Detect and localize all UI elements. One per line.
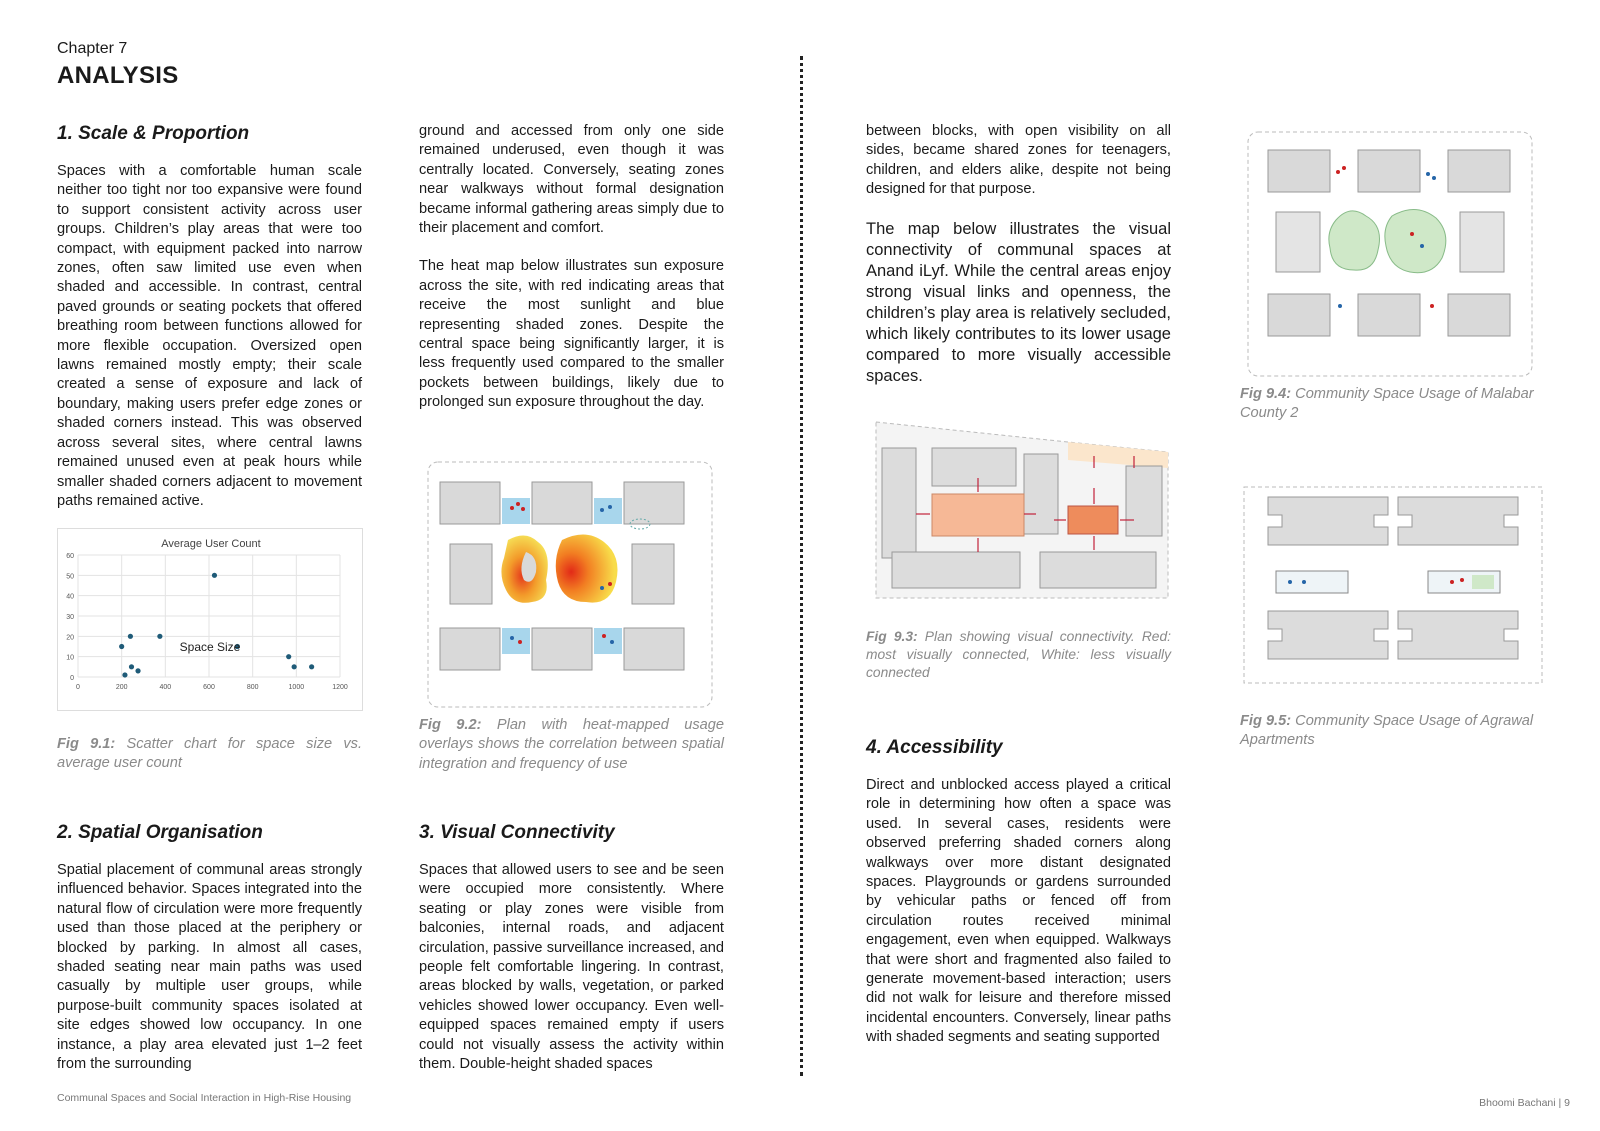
scatter-point — [157, 634, 162, 639]
scatter-point — [119, 644, 124, 649]
scatter-point — [128, 634, 133, 639]
fig-caption: Scatter chart for space size vs. average user count — [57, 736, 362, 772]
footer-title: Communal Spaces and Social Interaction in High-Rise Housing — [57, 1092, 352, 1104]
section-text: Spatial placement of communal areas strongly influenced behavior. Spaces integrated into the natural flow of circulation were more frequently used than those placed at the periphery or blocked by parking. In almost all cases, shaded seating near main paths was used casually by multiple user groups, while purpose-built community spaces isolated at site edges showed low occupancy. In one instance, a play area elevated just 1–2 feet from the surrounding — [57, 862, 362, 1073]
fig-caption: Community Space Usage of Malabar County 2 — [1240, 386, 1534, 422]
figure-caption-9-1 — [57, 735, 362, 774]
y-tick-label: 40 — [66, 593, 74, 601]
section-heading: 2. Spatial Organisation — [57, 822, 263, 843]
section-spatial-organisation — [57, 821, 362, 1074]
section-text: Spaces with a comfortable human scale neither too tight nor too expansive were found to support consistent activity across user groups. Children’s play areas that were too compact, with equipment packed into narrow zones, often saw limited use even when shaded and accessible. In contrast, central paved grounds or seating pockets that offered breathing room between functions allowed for more flexible occupation. Oversized open lawns remained mostly empty; their scale created a sense of exposure and lack of boundary, making users prefer edge zones or shaded corners instead. This was observed across several sites, where central lawns remained unused even at peak hours while smaller shaded corners adjacent to movement paths remained active. — [57, 163, 362, 509]
x-tick-label: 800 — [246, 684, 259, 691]
fig-label: Fig 9.2: — [419, 717, 482, 733]
fig-caption: Plan with heat-mapped usage overlays shows the correlation between spatial integration and frequency of use — [419, 717, 724, 772]
scatter-point — [135, 668, 140, 673]
section-visual-connectivity — [419, 821, 724, 1074]
section-accessibility — [866, 736, 1171, 1048]
section-heading: 3. Visual Connectivity — [419, 822, 615, 843]
y-tick-label: 50 — [66, 573, 74, 581]
chart-title: Average User Count — [161, 538, 261, 550]
x-tick-label: 600 — [203, 684, 215, 691]
figure-caption-9-5 — [1240, 712, 1550, 751]
fig-caption: Community Space Usage of Agrawal Apartments — [1240, 713, 1534, 749]
section-scale-proportion — [57, 122, 362, 511]
paragraph: The map below illustrates the visual connectivity of communal spaces at Anand iLyf. While the central areas enjoy strong visual links and openness, the children’s play area is relatively secluded, which likely contributes to its lower usage compared to more visually accessible spaces. — [866, 219, 1171, 385]
page-divider — [800, 56, 803, 1076]
figure-caption-9-3 — [866, 628, 1171, 682]
y-tick-label: 0 — [70, 675, 74, 682]
chapter-title: ANALYSIS — [57, 62, 179, 89]
x-tick-label: 1200 — [332, 684, 348, 691]
scatter-point — [122, 672, 127, 677]
chapter-label: Chapter 7 — [57, 40, 128, 57]
scatter-point — [286, 654, 291, 659]
paragraph: The heat map below illustrates sun exposure across the site, with red indicating areas that receive the most sunlight and blue representing shaded zones. Despite the central space being significantly larger, it is less frequently used compared to the smaller pockets between buildings, likely due to prolonged sun exposure throughout the day. — [419, 258, 724, 411]
fig-label: Fig 9.4: — [1240, 386, 1292, 402]
x-tick-label: 400 — [159, 684, 172, 691]
malabar-county-plan — [1246, 130, 1536, 380]
figure-caption-9-2 — [419, 716, 724, 774]
x-tick-label: 1000 — [288, 684, 305, 691]
agrawal-apartments-plan — [1242, 485, 1544, 685]
visual-connectivity-plan — [872, 418, 1172, 603]
section-heading: 4. Accessibility — [866, 737, 1003, 758]
column-3-text — [866, 122, 1171, 387]
fig-label: Fig 9.1: — [57, 736, 116, 752]
paragraph: between blocks, with open visibility on all sides, became shared zones for teenagers, children, and elders alike, despite not being designed for that purpose. — [866, 123, 1171, 198]
y-tick-label: 30 — [66, 614, 74, 621]
fig-caption: Plan showing visual connectivity. Red: most visually connected, White: less visually connected — [866, 629, 1171, 680]
y-tick-label: 10 — [66, 654, 74, 662]
scatter-point — [212, 573, 217, 578]
scatter-point — [292, 664, 297, 669]
x-tick-label: 200 — [115, 684, 128, 691]
chart-annotation: Space Size — [179, 640, 241, 654]
section-heading: 1. Scale & Proportion — [57, 123, 250, 144]
x-tick-label: 0 — [76, 684, 80, 691]
y-tick-label: 60 — [66, 553, 74, 560]
scatter-point — [129, 664, 134, 669]
scatter-chart-svg — [58, 529, 364, 712]
scatter-point — [309, 664, 314, 669]
paragraph: ground and accessed from only one side remained underused, even though it was centrally located. Conversely, seating zones near walkways without formal designation became informal gathering areas simply due to their placement and comfort. — [419, 123, 724, 237]
section-text: Direct and unblocked access played a critical role in determining how often a space was used. In several cases, residents were observed preferring shaded corners along walkways over more distant designated spaces. Playgrounds or gardens surrounded by vehicular paths or fenced off from circulation routes received minimal engagement, even when equipped. Walkways that were short and fragmented also failed to generate movement-based interaction; users did not walk for leisure and therefore missed incidental encounters. Conversely, linear paths with shaded segments and seating supported — [866, 777, 1171, 1046]
scatter-chart — [57, 528, 363, 711]
heatmap-site-plan — [426, 460, 716, 710]
y-tick-label: 20 — [66, 634, 74, 642]
fig-label: Fig 9.3: — [866, 629, 918, 644]
column-2-text — [419, 122, 724, 413]
footer-author-page: Bhoomi Bachani | 9 — [1479, 1097, 1570, 1109]
fig-label: Fig 9.5: — [1240, 713, 1292, 729]
figure-caption-9-4 — [1240, 385, 1550, 424]
section-text: Spaces that allowed users to see and be seen were occupied more consistently. Where seating or play zones were visible from balconies, internal roads, and adjacent circulation, passive surveillance increased, and people felt comfortable lingering. In contrast, areas blocked by walls, vegetation, or parked vehicles showed lower occupancy. Even well-equipped spaces remained empty if users could not visually assess the activity within them. Double-height shaded spaces — [419, 862, 724, 1073]
